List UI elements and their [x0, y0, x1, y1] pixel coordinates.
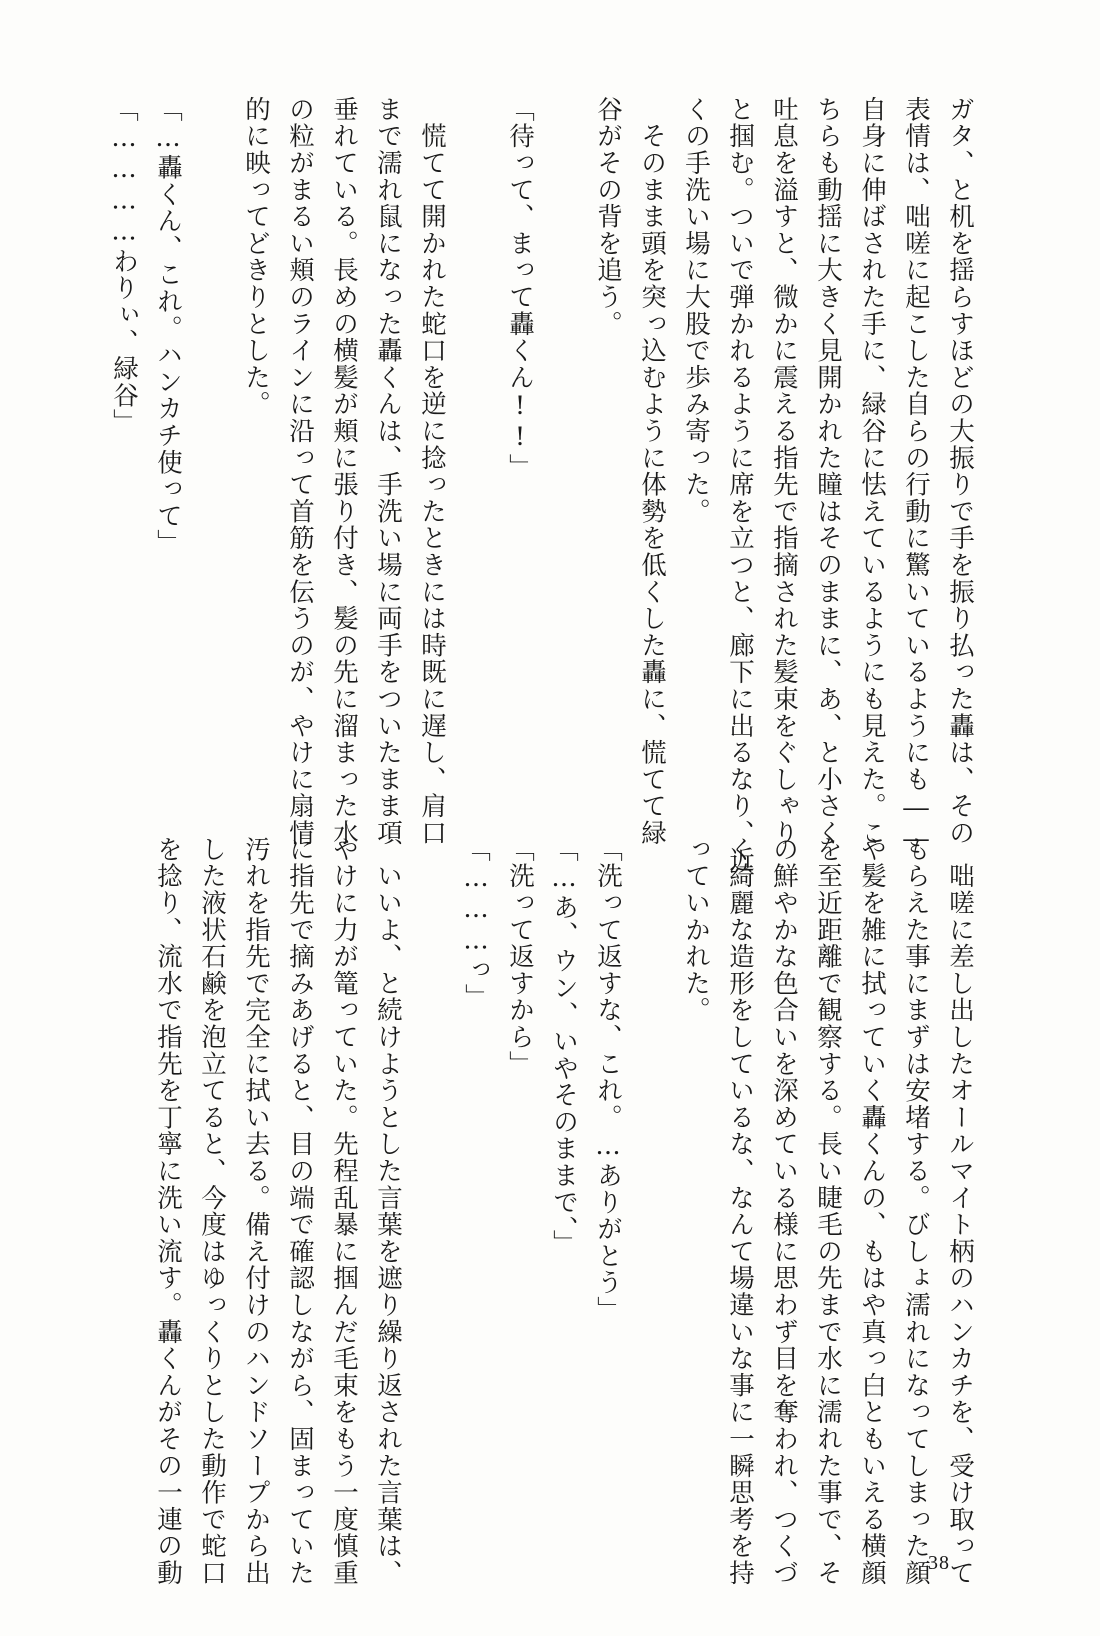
text-line: ガタ、と机を揺らすほどの大振りで手を振り払った轟は、その: [945, 96, 975, 847]
text-line: や髪を雑に拭っていく轟くんの、もはや真っ白ともいえる横顔: [857, 836, 887, 1587]
text-line: を捻り、流水で指先を丁寧に洗い流す。轟くんがその一連の動: [153, 836, 183, 1587]
text-line: 「待って、まって轟くん!!」: [505, 96, 535, 481]
text-line: 表情は、咄嗟に起こした自らの行動に驚いているようにも――: [901, 96, 931, 856]
text-line: 自身に伸ばされた手に、緑谷に怯えているようにも見えた。こ: [857, 96, 887, 847]
blank-line: [630, 836, 674, 1516]
text-line: そのまま頭を突っ込むように体勢を低くした轟に、慌てて緑: [637, 96, 667, 847]
blank-line: [190, 96, 234, 776]
text-line: 咄嗟に差し出したオールマイト柄のハンカチを、受け取って: [945, 836, 975, 1587]
text-line: っていかれた。: [681, 836, 711, 1024]
text-line: 汚れを指先で完全に拭い去る。備え付けのハンドソープから出: [241, 836, 271, 1587]
text-line: 吐息を溢すと、微かに震える指先で指摘された髪束をぐしゃり: [769, 96, 799, 847]
text-line: 「…………わりぃ、緑谷」: [109, 96, 139, 436]
text-line: 慌てて開かれた蛇口を逆に捻ったときには時既に遅し、肩口: [417, 96, 447, 847]
text-line: もらえた事にまずは安堵する。びしょ濡れになってしまった顔: [901, 836, 931, 1587]
text-line: 「…あ、ウン、いやそのままで、」: [549, 836, 579, 1257]
text-line: した液状石鹸を泡立てると、今度はゆっくりとした動作で蛇口: [197, 836, 227, 1587]
text-line: の鮮やかな色合いを深めている様に思わず目を奪われ、つくづ: [769, 836, 799, 1587]
text-line: を至近距離で観察する。長い睫毛の先まで水に濡れた事で、そ: [813, 836, 843, 1587]
blank-line: [542, 96, 586, 776]
text-line: と掴む。ついで弾かれるように席を立つと、廊下に出るなり、近: [725, 96, 755, 874]
text-line: 「洗って返すな、これ。…ありがとう」: [593, 836, 623, 1323]
text-line: 「………っ」: [461, 836, 491, 1011]
blank-line: [454, 96, 498, 776]
blank-line: [410, 836, 454, 1516]
text-line: 「…轟くん、これ。ハンカチ使って」: [153, 96, 183, 557]
text-line: 谷がその背を追う。: [593, 96, 623, 338]
text-line: まで濡れ鼠になった轟くんは、手洗い場に両手をついたまま項: [373, 96, 403, 847]
text-block-top: [102, 96, 982, 874]
text-line: 垂れている。長めの横髪が頬に張り付き、髪の先に溜まった水: [329, 96, 359, 847]
text-line: くの手洗い場に大股で歩み寄った。: [681, 96, 711, 525]
text-line: いいよ、と続けようとした言葉を遮り繰り返された言葉は、: [373, 836, 403, 1587]
text-line: やけに力が篭っていた。先程乱暴に掴んだ毛束をもう一度慎重: [329, 836, 359, 1587]
text-line: 的に映ってどきりとした。: [241, 96, 271, 418]
page-number: 38: [928, 1552, 950, 1574]
text-line: 「洗って返すから」: [505, 836, 535, 1078]
text-line: ちらも動揺に大きく見開かれた瞳はそのままに、あ、と小さく: [813, 96, 843, 847]
text-line: の粒がまるい頬のラインに沿って首筋を伝うのが、やけに扇情: [285, 96, 315, 847]
text-line: く綺麗な造形をしているな、なんて場違いな事に一瞬思考を持: [725, 836, 755, 1587]
text-line: に指先で摘みあげると、目の端で確認しながら、固まっていた: [285, 836, 315, 1587]
